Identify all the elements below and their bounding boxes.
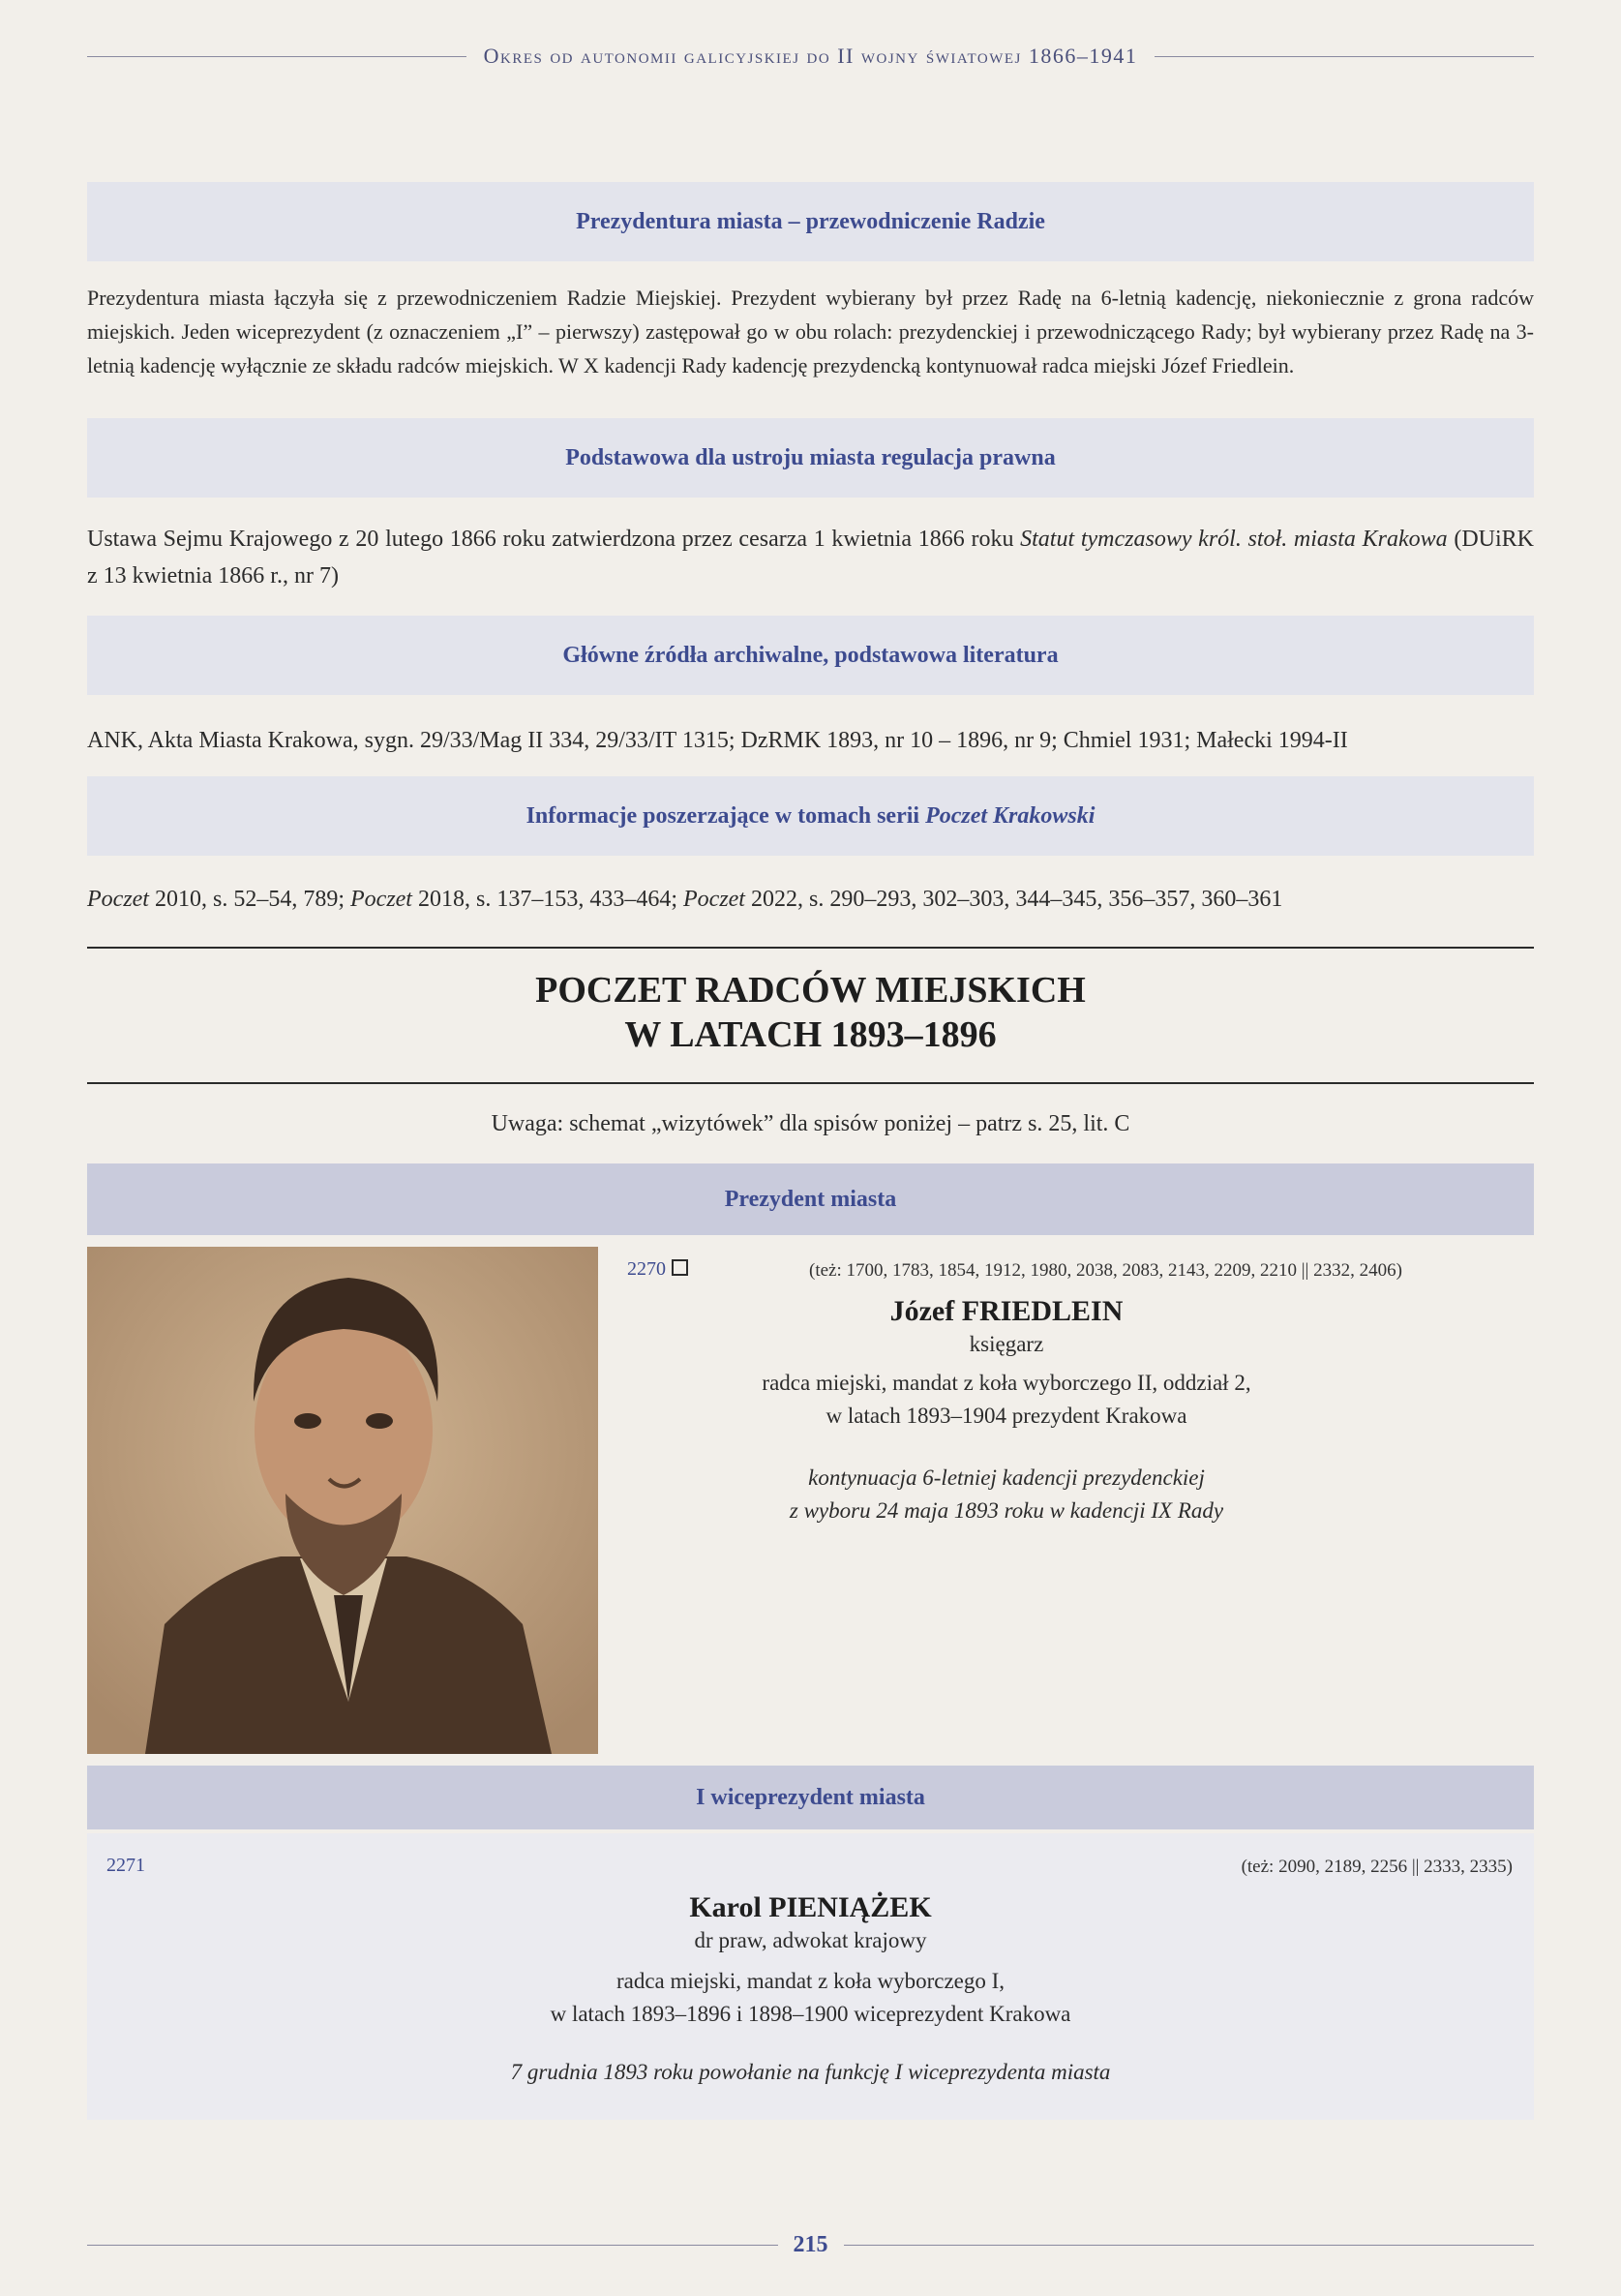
regulation-text-b: (DUiRK z 13 kwietnia 1866 r., nr 7): [87, 527, 1535, 589]
vice-line2: w latach 1893–1896 i 1898–1900 wiceprezydent Krakowa: [550, 2002, 1071, 2026]
more-info-heading-italic: Poczet Krakowski: [925, 802, 1096, 829]
section-heading-vice: I wiceprezydent miasta: [87, 1766, 1534, 1829]
title-rule-top: [87, 947, 1534, 949]
poczet-ref-3: Poczet: [683, 887, 745, 912]
vice-line1: radca miejski, mandat z koła wyborczego I,: [615, 1969, 1006, 1993]
entry-number-2270: [627, 1258, 688, 1281]
president-name: Józef FRIEDLEIN: [889, 1295, 1124, 1327]
section-heading-presidency: Prezydentura miasta – przewodniczenie Radzie: [87, 182, 1534, 261]
section-text-more-info: [87, 881, 1534, 918]
main-title-line1: POCZET RADCÓW MIEJSKICH: [535, 970, 1086, 1011]
section-heading-president: Prezydent miasta: [87, 1163, 1534, 1235]
portrait-photo: [87, 1247, 598, 1754]
page-number: 215: [793, 2231, 828, 2257]
poczet-text-1: 2010, s. 52–54, 789;: [148, 887, 350, 912]
president-card: [716, 1295, 1297, 1527]
running-head-text: Okres od autonomii galicyjskiej do II wojny światowej 1866–1941: [483, 44, 1138, 68]
entry-number-2271: 2271: [106, 1855, 145, 1876]
vice-refs: (też: 2090, 2189, 2256 || 2333, 2335): [1241, 1857, 1513, 1877]
main-title: [87, 968, 1534, 1057]
page-footer: [87, 2230, 1534, 2259]
vice-italic1: 7 grudnia 1893 roku powołanie na funkcję I wiceprezydenta miasta: [510, 2060, 1111, 2084]
section-text-sources: ANK, Akta Miasta Krakowa, sygn. 29/33/Mag II 334, 29/33/IT 1315; DzRMK 1893, nr 10 – 1896, nr 9; Chmiel 1931; Małecki 1994-II: [87, 728, 1348, 753]
section-text-presidency: Prezydentura miasta łączyła się z przewodniczeniem Radzie Miejskiej. Prezydent wybierany był przez Radę na 6-letnią kadencję, niekoniecznie z grona radców miejskich. Jeden wiceprezydent (z oznaczeniem „I” – pierwszy) zastępował go w obu rolach: prezydenckiej i przewodniczącego Rady; był wybierany przez Radę na 3-letnią kadencję wyłącznie ze składu radców miejskich. W X kadencji Rady kadencję prezydencką kontynuował radca miejski Józef Friedlein.: [87, 286, 1534, 378]
president-occupation: księgarz: [969, 1332, 1044, 1356]
section-text-regulation: [87, 521, 1534, 594]
poczet-text-2: 2018, s. 137–153, 433–464;: [411, 887, 683, 912]
vice-card: [87, 1891, 1534, 2089]
president-refs: (też: 1700, 1783, 1854, 1912, 1980, 2038, 2083, 2143, 2209, 2210 || 2332, 2406): [809, 1260, 1402, 1281]
checkbox-icon: [672, 1259, 688, 1276]
president-italic1: kontynuacja 6-letniej kadencji prezydenckiej: [808, 1465, 1205, 1490]
vice-entry-box: [87, 1833, 1534, 2120]
president-line1: radca miejski, mandat z koła wyborczego II, oddział 2,: [762, 1371, 1251, 1395]
regulation-text-italic: Statut tymczasowy król. stoł. miasta Krakowa: [1020, 527, 1448, 552]
president-italic2: z wyboru 24 maja 1893 roku w kadencji IX Rady: [789, 1498, 1224, 1523]
more-info-heading-a: Informacje poszerzające w tomach serii: [525, 802, 920, 829]
regulation-text-a: Ustawa Sejmu Krajowego z 20 lutego 1866 roku zatwierdzona przez cesarza 1 kwietnia 1866 roku: [87, 527, 1021, 552]
schema-note: Uwaga: schemat „wizytówek” dla spisów poniżej – patrz s. 25, lit. C: [491, 1111, 1130, 1136]
portrait-image: [87, 1247, 598, 1754]
poczet-ref-2: Poczet: [350, 887, 412, 912]
running-head-rule-left: [87, 56, 466, 57]
section-heading-sources: Główne źródła archiwalne, podstawowa literatura: [87, 616, 1534, 695]
section-heading-more-info: [87, 776, 1534, 856]
footer-rule-left: [87, 2245, 778, 2246]
poczet-text-3: 2022, s. 290–293, 302–303, 344–345, 356–357, 360–361: [744, 887, 1283, 912]
vice-occupation: dr praw, adwokat krajowy: [694, 1928, 927, 1952]
footer-rule-right: [844, 2245, 1535, 2246]
vice-name: Karol PIENIĄŻEK: [689, 1891, 932, 1923]
title-rule-bottom: [87, 1082, 1534, 1084]
main-title-line2: W LATACH 1893–1896: [624, 1014, 997, 1055]
running-head-rule-right: [1155, 56, 1534, 57]
president-line2: w latach 1893–1904 prezydent Krakowa: [826, 1404, 1187, 1428]
poczet-ref-1: Poczet: [87, 887, 149, 912]
entry-number-text: 2270: [627, 1258, 666, 1280]
section-heading-regulation: Podstawowa dla ustroju miasta regulacja prawna: [87, 418, 1534, 498]
running-head: [87, 39, 1534, 74]
